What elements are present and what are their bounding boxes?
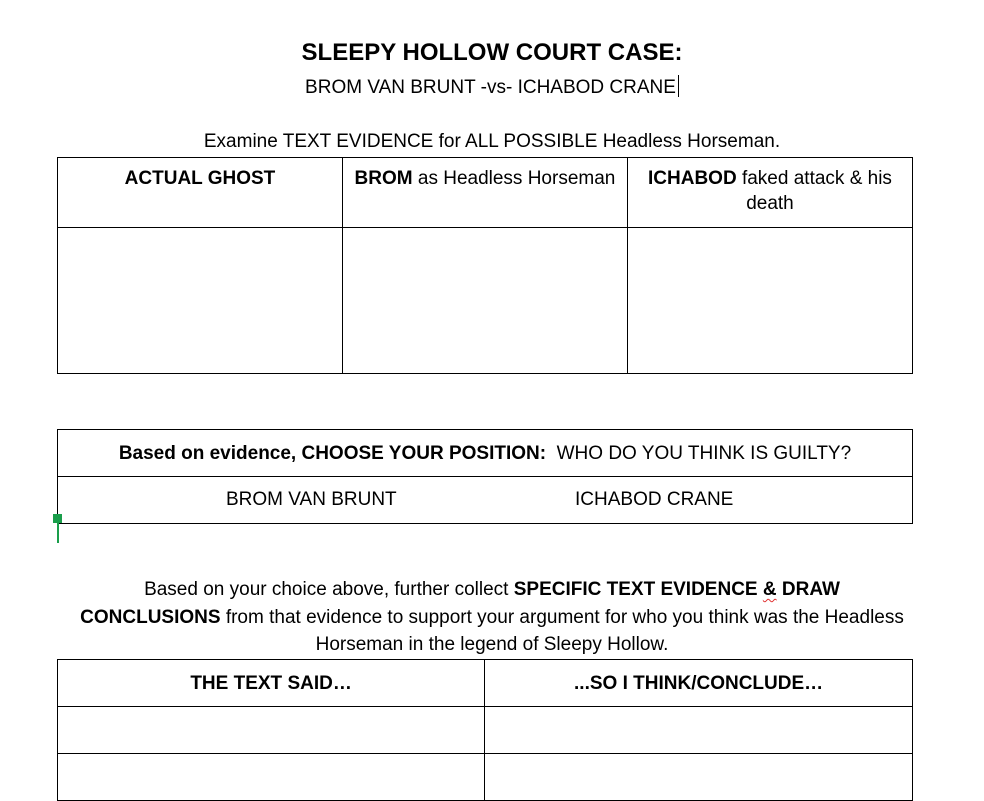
position-options-cell[interactable] bbox=[58, 477, 913, 524]
header-ichabod-bold: ICHABOD bbox=[648, 168, 737, 189]
text-said-cell[interactable] bbox=[58, 707, 485, 754]
position-prompt-row bbox=[58, 430, 913, 477]
conclude-cell[interactable] bbox=[485, 707, 913, 754]
spellcheck-ampersand[interactable]: & bbox=[762, 579, 777, 600]
header-cell-brom bbox=[342, 158, 627, 228]
header-text-said: THE TEXT SAID… bbox=[58, 660, 485, 707]
answer-cell-actual-ghost[interactable] bbox=[58, 228, 343, 374]
text-said-cell[interactable] bbox=[58, 754, 485, 801]
text-cursor bbox=[678, 75, 679, 97]
conclude-cell[interactable] bbox=[485, 754, 913, 801]
evidence-table-answer-row bbox=[58, 228, 913, 374]
conclusion-row bbox=[58, 754, 913, 801]
instruction-text: Examine TEXT EVIDENCE for ALL POSSIBLE Headless Horseman. bbox=[203, 131, 781, 152]
page-title: SLEEPY HOLLOW COURT CASE: bbox=[301, 39, 683, 66]
para-bold2: DRAW CONCLUSIONS bbox=[80, 579, 840, 628]
position-prompt-cell bbox=[58, 430, 913, 477]
position-prompt-bold: Based on evidence, CHOOSE YOUR POSITION: bbox=[118, 442, 547, 464]
option-brom[interactable]: BROM VAN BRUNT bbox=[226, 489, 397, 510]
conclusion-table-header-row bbox=[58, 660, 913, 707]
conclusion-instructions bbox=[80, 576, 904, 659]
header-actual-ghost-bold: ACTUAL GHOST bbox=[124, 168, 276, 189]
header-brom-rest: as Headless Horseman bbox=[412, 168, 616, 189]
header-ichabod-rest: faked attack & his death bbox=[736, 168, 892, 214]
evidence-table bbox=[57, 157, 913, 374]
option-ichabod[interactable]: ICHABOD CRANE bbox=[575, 489, 734, 510]
answer-cell-ichabod[interactable] bbox=[627, 228, 912, 374]
para-part1: Based on your choice above, further collect bbox=[144, 579, 514, 600]
table-resize-guide bbox=[57, 521, 59, 543]
header-brom-bold: BROM bbox=[354, 168, 413, 189]
conclusion-row bbox=[58, 707, 913, 754]
page-subtitle bbox=[0, 75, 984, 100]
position-prompt-rest: WHO DO YOU THINK IS GUILTY? bbox=[556, 442, 852, 464]
header-cell-actual-ghost bbox=[58, 158, 343, 228]
evidence-table-header-row bbox=[58, 158, 913, 228]
conclusion-table bbox=[57, 659, 913, 801]
subtitle-text: BROM VAN BRUNT -vs- ICHABOD CRANE bbox=[305, 77, 676, 98]
para-part2: from that evidence to support your argument for who you think was the Headless Horseman in the legend of Sleepy Hollow. bbox=[220, 606, 904, 655]
position-options-row bbox=[58, 477, 913, 524]
header-so-i-think: ...SO I THINK/CONCLUDE… bbox=[485, 660, 913, 707]
para-bold1: SPECIFIC TEXT EVIDENCE bbox=[513, 579, 763, 600]
answer-cell-brom[interactable] bbox=[342, 228, 627, 374]
header-cell-ichabod bbox=[627, 158, 912, 228]
position-table bbox=[57, 429, 913, 524]
